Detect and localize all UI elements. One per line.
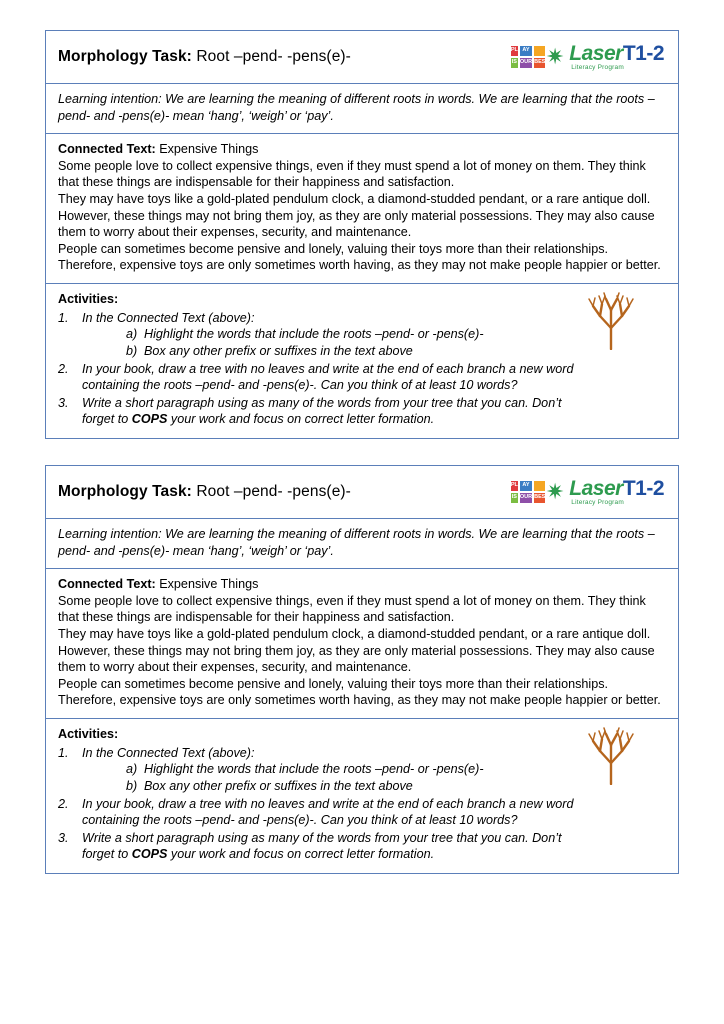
activity-text: In your book, draw a tree with no leaves and write at the end of each branch a new word containing the roots –pend- and -pens(e)-. Can you think of at least 10 words? [82, 796, 574, 828]
activities-list [58, 310, 666, 428]
play-cell [533, 480, 546, 492]
play-cell [533, 45, 546, 57]
laser-word: Laser [569, 476, 623, 500]
connected-text-label: Connected Text: [58, 142, 156, 157]
connected-text-paragraph: People can sometimes become pensive and lonely, valuing their toys more than their relationships. Therefore, expensive toys are only sometimes worth having, as they may not make people happier or better. [58, 676, 661, 708]
activities-section [46, 719, 678, 873]
worksheet-title-label: Morphology Task: [58, 482, 192, 500]
laser-subtitle: Literacy Program [571, 63, 624, 71]
activity-text: In the Connected Text (above): [82, 745, 255, 760]
connected-text-paragraph: They may have toys like a gold-plated pendulum clock, a diamond-studded pendant, or a rare antique doll. However, these things may not bring them joy, as they are only material possessions. They may also cause them to worry about their expenses, security, and maintenance. [58, 192, 655, 240]
activity-subitems [82, 326, 596, 359]
worksheet-title [58, 48, 351, 66]
connected-text-title: Expensive Things [155, 142, 259, 157]
worksheet-title [58, 483, 351, 501]
activity-text-before: Write a short paragraph using as many of the words from your tree that you can. Don’t forget to [82, 830, 562, 862]
activity-emphasis: COPS [131, 412, 168, 427]
worksheet-title-root: Root –pend- -pens(e)- [191, 48, 351, 65]
worksheet-card [45, 465, 679, 874]
activity-subitem: Highlight the words that include the roots –pend- or -pens(e)- [144, 762, 484, 777]
play-is-our-best-icon [509, 44, 546, 70]
laser-term: T1-2 [622, 41, 664, 65]
connected-text-paragraph: They may have toys like a gold-plated pendulum clock, a diamond-studded pendant, or a rare antique doll. However, these things may not bring them joy, as they are only material possessions. They may also cause them to worry about their expenses, security, and maintenance. [58, 627, 655, 675]
worksheet-title-label: Morphology Task: [58, 48, 192, 65]
activity-text: In your book, draw a tree with no leaves and write at the end of each branch a new word containing the roots –pend- and -pens(e)-. Can you think of at least 10 words? [82, 361, 574, 393]
activity-item [82, 745, 666, 795]
laser-term: T1-2 [622, 476, 664, 500]
play-cell: PL [510, 480, 519, 492]
laser-subtitle: Literacy Program [571, 498, 624, 506]
connected-text-heading [58, 576, 666, 593]
connected-text-section [46, 134, 678, 284]
activity-subitem: Highlight the words that include the roots –pend- or -pens(e)- [144, 327, 484, 342]
laser-wordmark [569, 478, 664, 507]
worksheet-header [46, 31, 678, 84]
play-cell: IS [510, 492, 519, 504]
learning-intention-text: We are learning the meaning of different roots in words. We are learning that the roots –pend- and -pens(e)- mean ‘hang’, ‘weigh’ or ‘pay’. [58, 92, 655, 123]
activity-text: In the Connected Text (above): [82, 310, 255, 325]
play-cell: AY [519, 45, 533, 57]
connected-text-heading [58, 141, 666, 158]
activity-item [82, 395, 666, 428]
worksheet-header [46, 466, 678, 519]
learning-intention-text: We are learning the meaning of different roots in words. We are learning that the roots –pend- and -pens(e)- mean ‘hang’, ‘weigh’ or ‘pay’. [58, 526, 655, 558]
activity-item [82, 361, 666, 394]
laser-wordmark-row [569, 478, 664, 499]
laser-logo [509, 43, 668, 72]
connected-text-paragraph: People can sometimes become pensive and lonely, valuing their toys more than their relationships. Therefore, expensive toys are only sometimes worth having, as they may not make people happier or better. [58, 241, 661, 273]
play-is-our-best-icon [509, 479, 546, 505]
activity-text-after: your work and focus on correct letter formation. [167, 412, 435, 427]
worksheet-title-root: Root –pend- -pens(e)- [191, 482, 351, 500]
connected-text-section [46, 569, 678, 719]
laser-wordmark [569, 43, 664, 72]
play-cell: OUR [519, 57, 533, 69]
laser-wordmark-row [569, 43, 664, 64]
activity-subitem: Box any other prefix or suffixes in the text above [144, 778, 413, 793]
activities-section [46, 284, 678, 438]
learning-intention-section [46, 519, 678, 569]
worksheet-card [45, 30, 679, 439]
play-cell: AY [519, 480, 533, 492]
activity-subitem: Box any other prefix or suffixes in the text above [144, 343, 413, 358]
activity-subitems [82, 761, 596, 794]
activities-label: Activities: [58, 727, 119, 742]
star-icon: ✷ [545, 44, 565, 69]
play-cell: BES [533, 57, 546, 69]
activity-emphasis: COPS [131, 847, 168, 862]
star-icon: ✷ [545, 478, 565, 504]
activity-item [82, 310, 666, 360]
activity-item [82, 796, 666, 829]
connected-text-title: Expensive Things [155, 577, 259, 592]
play-cell: OUR [519, 492, 533, 504]
connected-text-paragraph: Some people love to collect expensive things, even if they must spend a lot of money on them. They think that these things are indispensable for their happiness and satisfaction. [58, 593, 646, 625]
learning-intention-label: Learning intention: [58, 526, 162, 541]
learning-intention-section [46, 84, 678, 134]
connected-text-label: Connected Text: [58, 577, 156, 592]
play-cell: BES [533, 492, 546, 504]
play-cell: PL [510, 45, 519, 57]
learning-intention-label: Learning intention: [58, 92, 162, 106]
play-cell: IS [510, 57, 519, 69]
activities-label: Activities: [58, 292, 119, 307]
connected-text-paragraph: Some people love to collect expensive things, even if they must spend a lot of money on them. They think that these things are indispensable for their happiness and satisfaction. [58, 158, 646, 190]
activity-text-before: Write a short paragraph using as many of the words from your tree that you can. Don’t forget to [82, 395, 562, 427]
laser-logo [509, 478, 668, 507]
activity-item [82, 830, 666, 863]
activity-text-after: your work and focus on correct letter formation. [167, 847, 435, 862]
activities-list [58, 745, 666, 863]
laser-word: Laser [569, 41, 623, 65]
